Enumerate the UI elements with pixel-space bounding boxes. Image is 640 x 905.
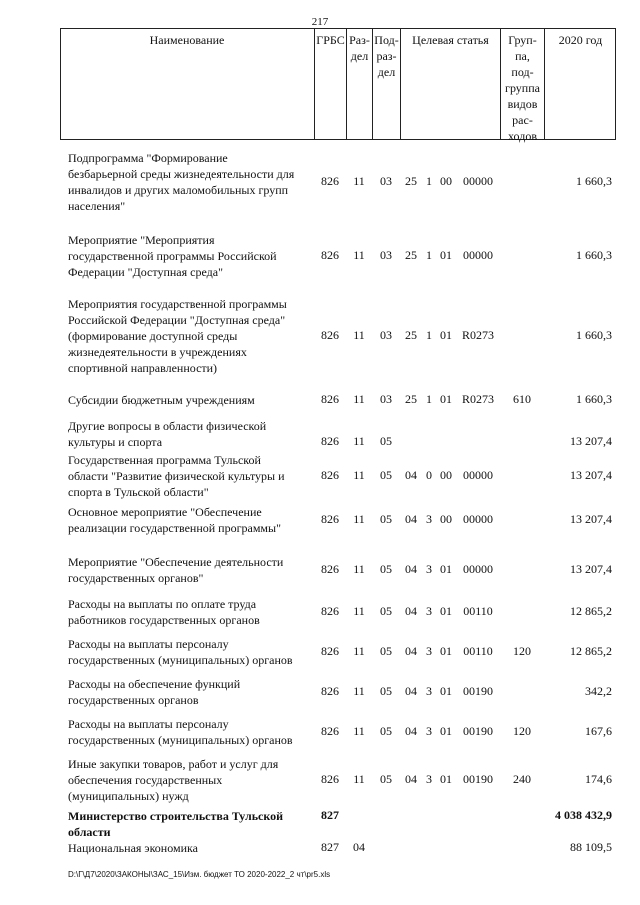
header-target-item: Целевая статья [400,28,500,140]
cell-c3: 01 [440,248,452,262]
cell-rz: 11 [353,644,365,658]
header-razdel: Раз- дел [346,28,372,140]
file-path-footer: D:\Г\Д7\2020\ЗАКОНЫ\ЗАС_15\Изм. бюджет ТО 2020-2022_2 чт\pr5.xls [68,870,331,879]
header-grbs: ГРБС [314,28,346,140]
cell-grbs: 826 [321,174,339,188]
cell-grbs: 826 [321,328,339,342]
row-name: Иные закупки товаров, работ и услуг для обеспечения государственных (муниципальных) нужд [68,757,279,803]
cell-grbs: 826 [321,468,339,482]
cell-vr: 120 [513,724,531,738]
cell-amount: 12 865,2 [570,644,612,658]
cell-pr: 03 [380,248,392,262]
cell-amount: 88 109,5 [570,840,612,854]
cell-c4: 00190 [463,684,493,698]
row-name: Министерство строительства Тульской области [68,809,284,839]
cell-c4: R0273 [461,328,494,342]
cell-rz: 11 [353,684,365,698]
cell-c3: 01 [440,772,452,786]
header-expense-group: Груп- па, под- группа видов рас- ходов [500,28,544,140]
cell-pr: 03 [380,328,392,342]
cell-amount: 1 660,3 [576,174,612,188]
cell-amount: 1 660,3 [576,328,612,342]
row-name: Расходы на выплаты по оплате труда работников государственных органов [68,597,260,627]
cell-grbs: 826 [321,724,339,738]
cell-grbs: 826 [321,772,339,786]
cell-amount: 13 207,4 [570,468,612,482]
table-row [60,808,616,840]
table-row [60,596,616,628]
table-row [60,716,616,748]
cell-c1: 04 [405,684,417,698]
cell-vr: 610 [513,392,531,406]
cell-grbs: 826 [321,644,339,658]
cell-amount: 13 207,4 [570,562,612,576]
cell-c4: 00190 [463,772,493,786]
cell-c4: 00000 [463,248,493,262]
row-name: Государственная программа Тульской области "Развитие физической культуры и спорта в Тульской области" [68,453,285,499]
cell-rz: 11 [353,772,365,786]
table-row [60,554,616,586]
cell-rz: 11 [353,328,365,342]
cell-rz: 11 [353,248,365,262]
cell-c4: 00190 [463,724,493,738]
cell-c4: 00110 [463,604,493,618]
table-row [60,418,616,450]
cell-c3: 01 [440,328,452,342]
cell-pr: 05 [380,684,392,698]
cell-c1: 04 [405,468,417,482]
cell-pr: 05 [380,772,392,786]
cell-c2: 1 [426,174,432,188]
table-row [60,296,616,376]
row-name: Субсидии бюджетным учреждениям [68,393,255,407]
cell-c2: 3 [426,604,432,618]
table-row [60,452,616,500]
cell-c1: 25 [405,248,417,262]
table-row [60,840,616,856]
cell-amount: 1 660,3 [576,392,612,406]
cell-pr: 05 [380,434,392,448]
cell-amount: 13 207,4 [570,512,612,526]
row-name: Подпрограмма "Формирование безбарьерной среды жизнедеятельности для инвалидов и других маломобильных групп населения" [68,151,295,213]
cell-amount: 13 207,4 [570,434,612,448]
cell-grbs: 826 [321,434,339,448]
cell-c3: 01 [440,684,452,698]
cell-c3: 01 [440,562,452,576]
cell-c4: 00000 [463,174,493,188]
cell-rz: 11 [353,604,365,618]
cell-vr: 240 [513,772,531,786]
cell-c2: 3 [426,644,432,658]
page-number: 217 [311,16,329,28]
cell-c2: 3 [426,562,432,576]
cell-c4: 00000 [463,468,493,482]
cell-grbs: 826 [321,392,339,406]
cell-rz: 11 [353,174,365,188]
table-row [60,676,616,708]
cell-c2: 1 [426,328,432,342]
cell-grbs: 826 [321,562,339,576]
cell-c3: 00 [440,512,452,526]
row-name: Мероприятие "Мероприятия государственной программы Российской Федерации "Доступная среда" [68,233,277,279]
cell-pr: 05 [380,644,392,658]
cell-c2: 1 [426,392,432,406]
cell-c2: 3 [426,772,432,786]
cell-pr: 05 [380,468,392,482]
row-name: Расходы на выплаты персоналу государственных (муниципальных) органов [68,637,293,667]
cell-c1: 04 [405,604,417,618]
cell-c2: 3 [426,684,432,698]
cell-pr: 05 [380,562,392,576]
header-name: Наименование [149,33,225,47]
cell-rz: 11 [353,468,365,482]
cell-rz: 11 [353,434,365,448]
cell-grbs: 827 [321,840,339,854]
cell-amount: 12 865,2 [570,604,612,618]
cell-c3: 01 [440,724,452,738]
row-name: Основное мероприятие "Обеспечение реализации государственной программы" [68,505,281,535]
cell-c1: 04 [405,772,417,786]
cell-c2: 3 [426,512,432,526]
cell-c1: 25 [405,174,417,188]
cell-c2: 3 [426,724,432,738]
cell-c3: 01 [440,604,452,618]
cell-c3: 00 [440,174,452,188]
cell-grbs: 826 [321,248,339,262]
row-name: Мероприятие "Обеспечение деятельности государственных органов" [68,555,284,585]
table-row [60,392,616,408]
cell-rz: 04 [353,840,365,854]
cell-pr: 05 [380,512,392,526]
cell-c3: 00 [440,468,452,482]
row-name: Расходы на обеспечение функций государственных органов [68,677,241,707]
cell-grbs: 827 [321,808,339,822]
row-name: Расходы на выплаты персоналу государственных (муниципальных) органов [68,717,293,747]
row-name: Мероприятия государственной программы Российской Федерации "Доступная среда" (формирование доступной среды жизнедеятельности в учреждениях спортивной направленности) [68,297,287,375]
header-podrazdel: Под- раз- дел [372,28,400,140]
cell-pr: 03 [380,392,392,406]
header-year: 2020 год [544,28,616,140]
table-row [60,636,616,668]
cell-amount: 174,6 [585,772,612,786]
cell-c4: 00000 [463,512,493,526]
cell-c1: 25 [405,392,417,406]
cell-c3: 01 [440,392,452,406]
cell-c1: 04 [405,562,417,576]
table-row [60,504,616,536]
cell-amount: 342,2 [585,684,612,698]
cell-amount: 4 038 432,9 [555,808,612,822]
cell-amount: 167,6 [585,724,612,738]
table-row [60,150,616,214]
cell-c4: 00110 [463,644,493,658]
row-name: Национальная экономика [68,841,198,855]
cell-grbs: 826 [321,512,339,526]
cell-amount: 1 660,3 [576,248,612,262]
cell-c3: 01 [440,644,452,658]
table-row [60,756,616,804]
cell-vr: 120 [513,644,531,658]
cell-c1: 04 [405,512,417,526]
cell-c4: R0273 [461,392,494,406]
cell-c1: 25 [405,328,417,342]
cell-c4: 00000 [463,562,493,576]
cell-pr: 05 [380,724,392,738]
cell-pr: 03 [380,174,392,188]
cell-grbs: 826 [321,604,339,618]
row-name: Другие вопросы в области физической культуры и спорта [68,419,267,449]
table-row [60,232,616,280]
cell-grbs: 826 [321,684,339,698]
cell-rz: 11 [353,512,365,526]
cell-pr: 05 [380,604,392,618]
cell-rz: 11 [353,562,365,576]
cell-rz: 11 [353,724,365,738]
cell-c1: 04 [405,644,417,658]
cell-c2: 1 [426,248,432,262]
cell-c2: 0 [426,468,432,482]
cell-c1: 04 [405,724,417,738]
cell-rz: 11 [353,392,365,406]
